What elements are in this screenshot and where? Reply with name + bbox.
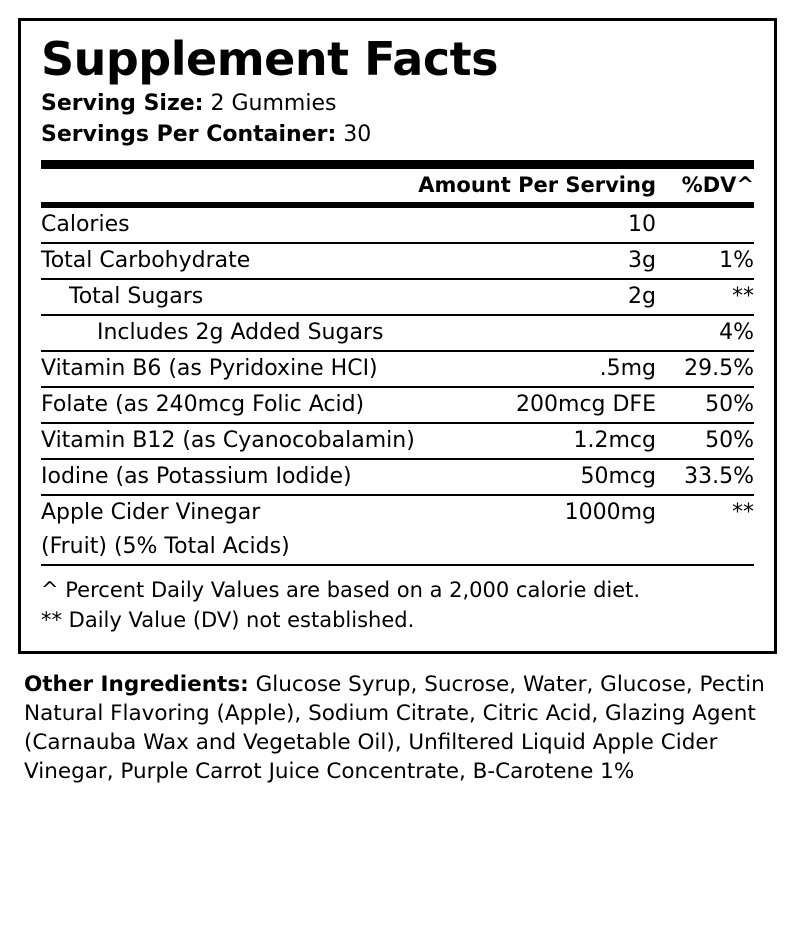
table-row	[41, 530, 754, 565]
row-name: Iodine (as Potassium Iodide)	[41, 459, 488, 495]
other-ingredients-label: Other Ingredients:	[24, 671, 249, 697]
table-row	[41, 315, 754, 351]
row-dv: 29.5%	[662, 351, 754, 387]
row-dv: **	[662, 279, 754, 315]
table-row	[41, 387, 754, 423]
servings-per-container-line	[41, 120, 754, 151]
table-row	[41, 423, 754, 459]
footnote-dv-not-established: ** Daily Value (DV) not established.	[41, 608, 415, 633]
row-amount	[488, 530, 662, 565]
table-row	[41, 495, 754, 530]
row-amount: 1000mg	[564, 499, 656, 525]
servings-per-container-label: Servings Per Container:	[41, 122, 337, 148]
footnotes	[41, 566, 754, 635]
row-amount: 2g	[488, 279, 662, 315]
table-row	[41, 208, 754, 243]
serving-size-value: 2 Gummies	[210, 91, 337, 117]
serving-size-label: Serving Size:	[41, 91, 204, 117]
row-name: (Fruit) (5% Total Acids)	[41, 530, 488, 565]
row-amount: 50mcg	[488, 459, 662, 495]
row-name: Folate (as 240mcg Folic Acid)	[41, 387, 488, 423]
row-amount: 200mcg DFE	[488, 387, 662, 423]
row-amount: 3g	[488, 243, 662, 279]
table-row	[41, 243, 754, 279]
table-row	[41, 279, 754, 315]
row-amount: 10	[488, 208, 662, 243]
row-dv	[662, 208, 754, 243]
table-header-row	[41, 169, 754, 202]
table-row	[41, 459, 754, 495]
row-name: Includes 2g Added Sugars	[41, 315, 488, 351]
row-name: Vitamin B12 (as Cyanocobalamin)	[41, 423, 488, 459]
servings-per-container-value: 30	[343, 122, 372, 148]
row-amount: 1.2mcg	[488, 423, 662, 459]
row-dv: 1%	[662, 243, 754, 279]
header-percent-dv: %DV^	[681, 172, 754, 197]
divider-thick-top	[41, 160, 754, 169]
row-name: Apple Cider Vinegar	[41, 499, 261, 525]
table-row	[41, 351, 754, 387]
row-name: Total Carbohydrate	[41, 243, 488, 279]
row-name: Calories	[41, 208, 488, 243]
row-amount: .5mg	[488, 351, 662, 387]
serving-size-line	[41, 89, 754, 120]
row-dv: **	[732, 499, 754, 525]
nutrition-table	[41, 169, 754, 202]
row-name: Total Sugars	[41, 279, 488, 315]
nutrition-rows	[41, 208, 754, 566]
supplement-facts-panel	[18, 18, 777, 654]
row-dv: 50%	[662, 423, 754, 459]
row-dv: 33.5%	[662, 459, 754, 495]
panel-title: Supplement Facts	[41, 32, 498, 86]
row-dv: 50%	[662, 387, 754, 423]
row-dv	[662, 530, 754, 565]
row-amount	[488, 315, 662, 351]
row-name: Vitamin B6 (as Pyridoxine HCI)	[41, 351, 488, 387]
footnote-percent-dv: ^ Percent Daily Values are based on a 2,000 calorie diet.	[41, 577, 641, 602]
other-ingredients	[24, 670, 773, 786]
row-dv: 4%	[662, 315, 754, 351]
other-ingredients-text: Glucose Syrup, Sucrose, Water, Glucose, Pectin Natural Flavoring (Apple), Sodium Citrate, Citric Acid, Glazing Agent (Carnauba Wax and Vegetable Oil), Unfiltered Liquid Apple Cider Vinegar, Purple Carrot Juice Concentrate, B-Carotene 1%	[24, 671, 765, 784]
header-amount-per-serving: Amount Per Serving	[418, 172, 656, 197]
